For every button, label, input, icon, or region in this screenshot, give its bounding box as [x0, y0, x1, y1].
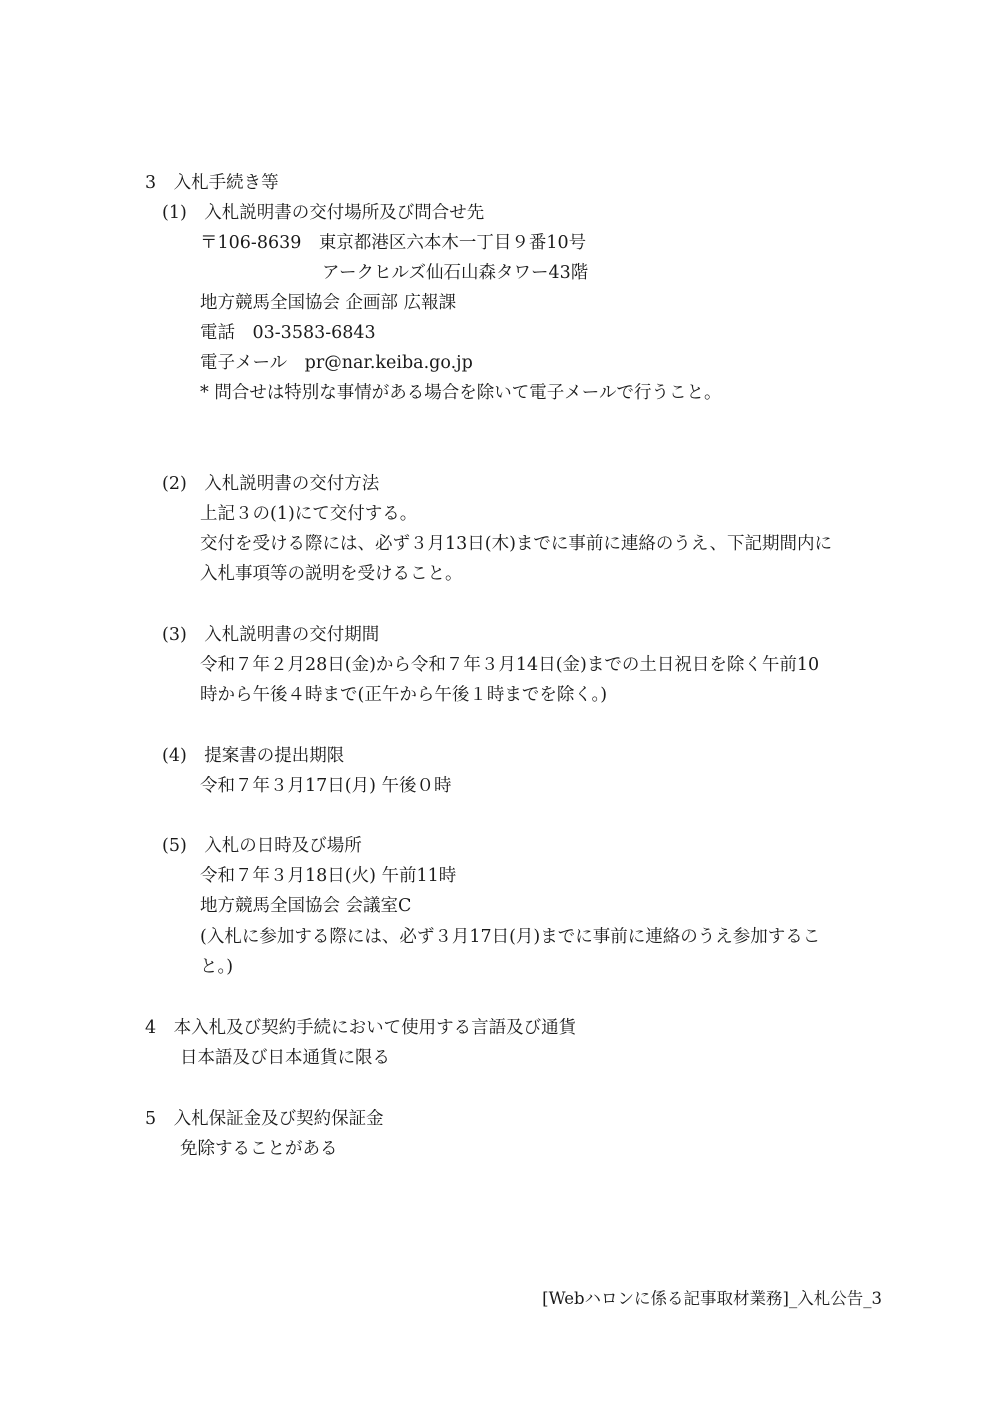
item-5-line-4: と。): [200, 957, 234, 977]
item-5-line-2: 地方競馬全国協会 会議室C: [200, 896, 412, 916]
item-2-line-3: 入札事項等の説明を受けること。: [200, 564, 463, 584]
item-5-heading: (5) 入札の日時及び場所: [162, 836, 362, 856]
section-5-title: 5 入札保証金及び契約保証金: [145, 1109, 384, 1129]
item-4-line-1: 令和７年３月17日(月) 午後０時: [200, 776, 452, 796]
item-1-heading: (1) 入札説明書の交付場所及び問合せ先: [162, 203, 485, 223]
item-2-heading: (2) 入札説明書の交付方法: [162, 474, 380, 494]
item-3-heading: (3) 入札説明書の交付期間: [162, 625, 380, 645]
email: 電子メール pr@nar.keiba.go.jp: [200, 353, 473, 373]
item-2-line-2: 交付を受ける際には、必ず３月13日(木)までに事前に連絡のうえ、下記期間内に: [200, 534, 832, 554]
item-4-heading: (4) 提案書の提出期限: [162, 746, 345, 766]
building-name: アークヒルズ仙石山森タワー43階: [322, 263, 589, 283]
postal-address: 〒106-8639 東京都港区六本木一丁目９番10号: [200, 233, 587, 253]
organization: 地方競馬全国協会 企画部 広報課: [200, 293, 457, 313]
item-3-line-1: 令和７年２月28日(金)から令和７年３月14日(金)までの土日祝日を除く午前10: [200, 655, 820, 675]
item-3-line-2: 時から午後４時まで(正午から午後１時までを除く。): [200, 685, 608, 705]
item-5-line-1: 令和７年３月18日(火) 午前11時: [200, 866, 457, 886]
item-2-line-1: 上記３の(1)にて交付する。: [200, 504, 418, 524]
phone: 電話 03-3583-6843: [200, 323, 376, 343]
section-3-title: 3 入札手続き等: [145, 173, 279, 193]
inquiry-note: * 問合せは特別な事情がある場合を除いて電子メールで行うこと。: [200, 383, 722, 403]
section-5-body: 免除することがある: [180, 1139, 338, 1159]
page-footer: [Webハロンに係る記事取材業務]_入札公告_3: [542, 1289, 882, 1308]
item-5-line-3: (入札に参加する際には、必ず３月17日(月)までに事前に連絡のうえ参加するこ: [200, 927, 821, 947]
section-4-title: 4 本入札及び契約手続において使用する言語及び通貨: [145, 1018, 577, 1038]
section-4-body: 日本語及び日本通貨に限る: [180, 1048, 390, 1068]
